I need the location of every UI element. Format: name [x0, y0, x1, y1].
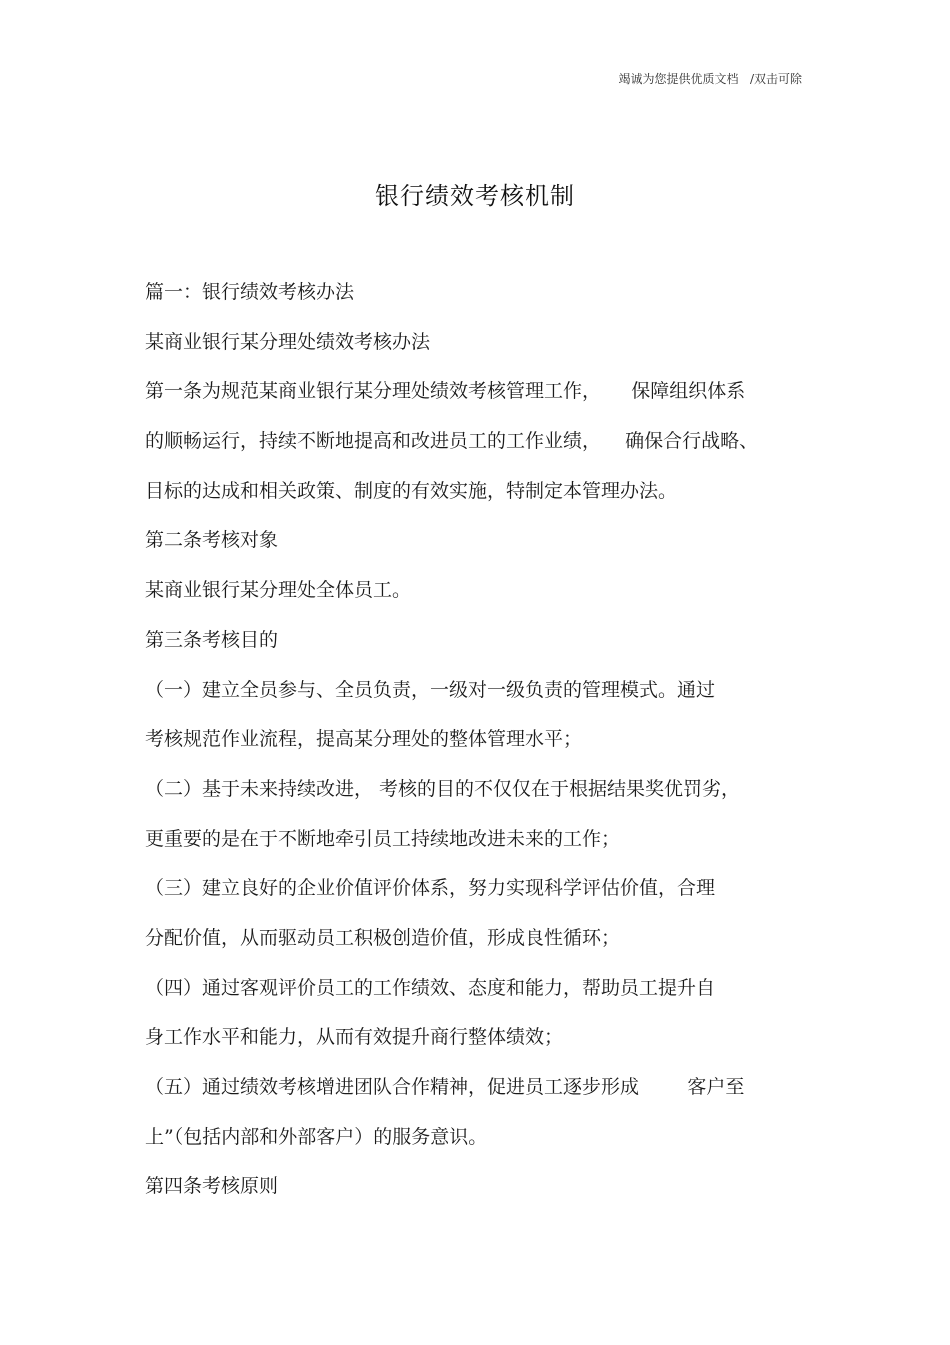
- body-line: 身工作水平和能力，从而有效提升商行整体绩效；: [145, 1026, 564, 1049]
- header-note: 竭诚为您提供优质文档 /双击可除: [618, 72, 802, 86]
- body-line: 更重要的是在于不断地牵引员工持续地改进未来的工作；: [145, 827, 621, 850]
- body-line: （二）基于未来持续改进， 考核的目的不仅仅在于根据结果奖优罚劣，: [145, 777, 741, 800]
- body-line: 第一条为规范某商业银行某分理处绩效考核管理工作， 保障组织体系: [145, 380, 746, 403]
- body-line: 考核规范作业流程，提高某分理处的整体管理水平；: [145, 728, 583, 751]
- body-line: 分配价值，从而驱动员工积极创造价值，形成良性循环；: [145, 926, 621, 949]
- body-line: 某商业银行某分理处全体员工。: [145, 579, 412, 602]
- article-heading: 第四条考核原则: [145, 1175, 279, 1198]
- document-body: [145, 278, 825, 1222]
- subtitle: 某商业银行某分理处绩效考核办法: [145, 330, 431, 353]
- article-heading: 第三条考核目的: [145, 628, 279, 651]
- section-heading: 篇一：银行绩效考核办法: [145, 281, 355, 303]
- body-line: （四）通过客观评价员工的工作绩效、态度和能力，帮助员工提升自: [145, 976, 716, 999]
- body-line: 的顺畅运行，持续不断地提高和改进员工的工作业绩， 确保合行战略、: [145, 430, 759, 453]
- body-line: 目标的达成和相关政策、制度的有效实施，特制定本管理办法。: [145, 479, 678, 502]
- body-line: （五）通过绩效考核增进团队合作精神，促进员工逐步形成 客户至: [145, 1076, 745, 1098]
- article-heading: 第二条考核对象: [145, 529, 279, 552]
- document-title: 银行绩效考核机制: [375, 182, 575, 210]
- body-line: （一）建立全员参与、全员负责，一级对一级负责的管理模式。通过: [145, 678, 716, 701]
- body-line: 上”（包括内部和外部客户）的服务意识。: [145, 1125, 488, 1148]
- body-line: （三）建立良好的企业价值评价体系，努力实现科学评估价值，合理: [145, 877, 716, 900]
